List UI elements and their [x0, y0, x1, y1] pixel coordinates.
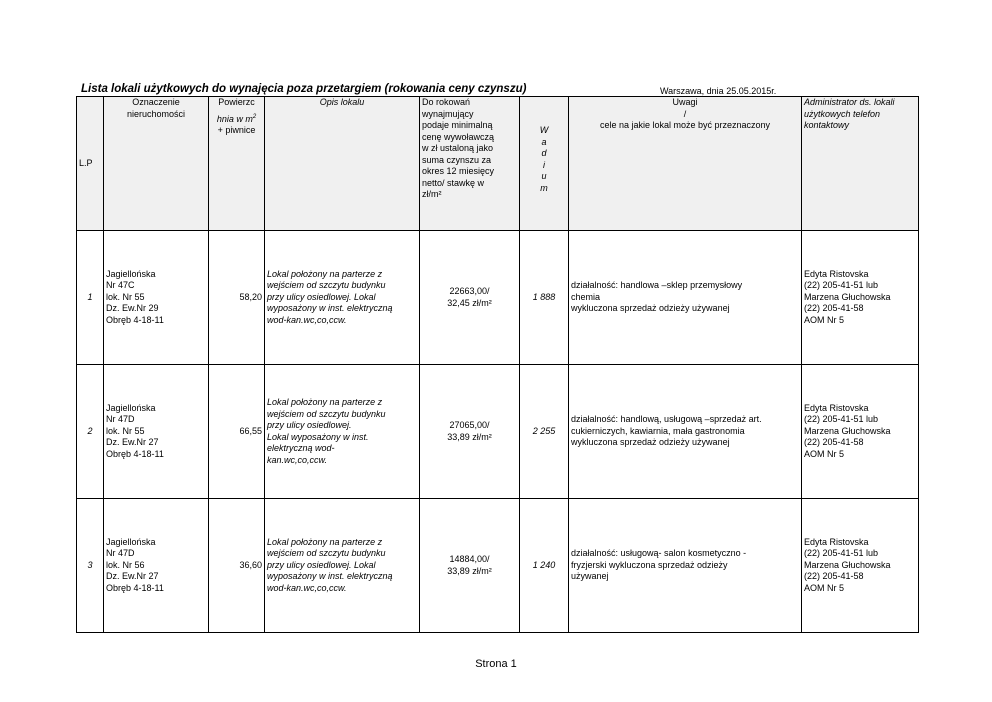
header-wadium-letter: m	[540, 182, 548, 193]
row-opis-line: wejściem od szczytu budynku	[267, 548, 386, 559]
row-oznaczenie-line: Obręb 4-18-11	[106, 582, 164, 593]
row-lp: 2	[77, 365, 104, 499]
page-footer: Strona 1	[475, 658, 517, 670]
row-cena-line: 14884,00/	[449, 554, 490, 564]
row-admin-line: Marzena Głuchowska	[804, 559, 891, 570]
row-opis-line: wejściem od szczytu budynku	[267, 280, 386, 291]
row-admin	[802, 231, 919, 365]
header-admin-line: Administrator ds. lokali	[804, 97, 895, 107]
document-date: Warszawa, dnia 25.05.2015r.	[660, 86, 777, 96]
row-opis-line: wyposażony w inst. elektryczną	[267, 303, 393, 314]
row-uwagi-line: fryzjerski wykluczona sprzedaż odzieży	[571, 559, 728, 570]
row-oznaczenie-line: Dz. Ew.Nr 29	[106, 303, 159, 314]
row-oznaczenie	[104, 231, 209, 365]
header-wadium-letter: u	[541, 171, 547, 181]
row-uwagi-line: chemia	[571, 291, 601, 302]
row-oznaczenie-line: Obręb 4-18-11	[106, 448, 164, 459]
row-opis-line: Lokal położony na parterze z	[267, 268, 383, 279]
header-cena-line: okres 12 miesięcy	[422, 166, 495, 176]
row-uwagi	[569, 231, 802, 365]
row-powierzchnia: 66,55	[209, 365, 265, 499]
row-oznaczenie-line: Obręb 4-18-11	[106, 314, 164, 325]
row-lp: 3	[77, 499, 104, 633]
header-oznaczenie-line: Oznaczenie	[132, 97, 180, 107]
row-opis-line: kan.wc,co,ccw.	[267, 454, 328, 465]
document-title: Lista lokali użytkowych do wynajęcia poza przetargiem (rokowania ceny czynszu)	[81, 83, 527, 95]
row-admin-line: AOM Nr 5	[804, 582, 845, 593]
row-admin-line: Marzena Głuchowska	[804, 291, 891, 302]
row-oznaczenie-line: Jagiellońska	[106, 402, 156, 413]
row-oznaczenie	[104, 365, 209, 499]
row-powierzchnia: 58,20	[209, 231, 265, 365]
row-uwagi-line: wykluczona sprzedaż odzieży używanej	[571, 437, 730, 448]
header-cena-line: zł/m²	[422, 189, 442, 199]
row-opis-line: wod-kan.wc,co,ccw.	[267, 582, 347, 593]
row-admin-line: Edyta Ristovska	[804, 268, 869, 279]
header-powierzchnia-line: Powierzc	[218, 97, 255, 107]
row-admin-line: (22) 205-41-58	[804, 571, 864, 582]
row-opis	[265, 231, 420, 365]
row-uwagi-line: działalność: handlową, usługową –sprzedaż art.	[571, 414, 762, 425]
row-opis-line: Lokal wyposażony w inst.	[267, 431, 369, 442]
header-admin-line: kontaktowy	[804, 120, 850, 130]
row-oznaczenie-line: Dz. Ew.Nr 27	[106, 571, 159, 582]
header-uwagi-line: cele na jakie lokal może być przeznaczony	[599, 120, 771, 130]
row-oznaczenie-line: Dz. Ew.Nr 27	[106, 437, 159, 448]
row-oznaczenie-line: Jagiellońska	[106, 268, 156, 279]
row-oznaczenie-line: Nr 47D	[106, 414, 135, 425]
header-cena-line: cenę wywoławczą	[422, 131, 495, 142]
row-cena	[420, 365, 520, 499]
header-oznaczenie	[104, 97, 209, 231]
row-oznaczenie-line: lok. Nr 55	[106, 291, 145, 302]
row-opis-line: elektryczną wod-	[267, 443, 335, 453]
table-row	[77, 231, 919, 365]
row-opis-line: przy ulicy osiedlowej. Lokal	[267, 559, 376, 570]
row-cena-line: 32,45 zł/m²	[447, 297, 492, 308]
header-wadium-letter: W	[539, 125, 549, 135]
row-admin-line: AOM Nr 5	[804, 448, 845, 459]
row-opis	[265, 499, 420, 633]
row-wadium: 1 240	[520, 499, 569, 633]
header-powierzchnia-sup: 2	[252, 113, 257, 120]
row-oznaczenie-line: Nr 47C	[106, 280, 135, 291]
row-uwagi-line: wykluczona sprzedaż odzieży używanej	[571, 303, 730, 314]
header-lp: L.P	[77, 97, 104, 231]
row-cena	[420, 231, 520, 365]
row-admin-line: Edyta Ristovska	[804, 536, 869, 547]
header-uwagi-line: Uwagi	[672, 97, 698, 107]
row-cena	[420, 499, 520, 633]
header-cena-line: suma czynszu za	[422, 154, 492, 165]
row-admin-line: (22) 205-41-51 lub	[804, 414, 879, 425]
header-admin	[802, 97, 919, 231]
row-oznaczenie-line: Jagiellońska	[106, 536, 156, 547]
row-oznaczenie	[104, 499, 209, 633]
row-opis-line: przy ulicy osiedlowej.	[267, 420, 352, 430]
header-powierzchnia-unit: hnia w m	[216, 113, 253, 124]
row-admin-line: (22) 205-41-58	[804, 437, 864, 448]
row-opis-line: Lokal położony na parterze z	[267, 397, 383, 407]
row-opis-line: wejściem od szczytu budynku	[267, 408, 386, 419]
row-uwagi-line: cukierniczych, kawiarnia, mała gastronomia	[571, 425, 745, 436]
header-cena-line: podaje minimalną	[422, 120, 493, 130]
row-admin-line: (22) 205-41-58	[804, 303, 864, 314]
row-admin-line: Edyta Ristovska	[804, 402, 869, 413]
row-oznaczenie-line: lok. Nr 55	[106, 425, 145, 436]
header-cena-line: wynajmujący	[422, 108, 474, 119]
row-uwagi-line: działalność: usługową- salon kosmetyczno -	[571, 548, 747, 559]
row-opis-line: wyposażony w inst. elektryczną	[267, 571, 393, 582]
premises-table	[76, 96, 919, 633]
row-powierzchnia: 36,60	[209, 499, 265, 633]
row-oznaczenie-line: lok. Nr 56	[106, 559, 145, 570]
row-wadium: 2 255	[520, 365, 569, 499]
row-opis-line: wod-kan.wc,co,ccw.	[267, 314, 347, 325]
row-opis-line: przy ulicy osiedlowej. Lokal	[267, 291, 376, 302]
row-admin	[802, 365, 919, 499]
header-powierzchnia-line: + piwnice	[217, 125, 256, 135]
header-uwagi-line: /	[683, 108, 687, 119]
table-header-row	[77, 97, 919, 231]
row-cena-line: 33,89 zł/m²	[447, 565, 492, 576]
row-admin-line: (22) 205-41-51 lub	[804, 548, 879, 559]
row-admin	[802, 499, 919, 633]
header-cena-line: Do rokowań	[422, 97, 471, 107]
header-oznaczenie-line: nieruchomości	[126, 108, 186, 119]
header-powierzchnia-line	[211, 112, 262, 126]
header-wadium-letter: a	[541, 136, 547, 147]
header-admin-line: użytkowych telefon	[804, 108, 881, 119]
row-admin-line: AOM Nr 5	[804, 314, 845, 325]
row-cena-line: 27065,00/	[449, 420, 490, 430]
table-row	[77, 365, 919, 499]
header-cena-lines	[422, 97, 517, 201]
header-powierzchnia	[209, 97, 265, 231]
row-wadium: 1 888	[520, 231, 569, 365]
header-wadium	[520, 97, 569, 231]
header-wadium-letters	[522, 97, 566, 194]
row-opis	[265, 365, 420, 499]
header-wadium-letter: i	[543, 159, 545, 170]
header-cena	[420, 97, 520, 231]
row-uwagi	[569, 365, 802, 499]
row-uwagi	[569, 499, 802, 633]
row-uwagi-line: działalność: handlowa –sklep przemysłowy	[571, 280, 743, 291]
row-admin-line: Marzena Głuchowska	[804, 425, 891, 436]
header-uwagi	[569, 97, 802, 231]
header-cena-line: netto/ stawkę w	[422, 177, 485, 188]
header-cena-line: w zł ustaloną jako	[422, 143, 494, 153]
table-row	[77, 499, 919, 633]
row-oznaczenie-line: Nr 47D	[106, 548, 135, 559]
row-lp: 1	[77, 231, 104, 365]
header-opis: Opis lokalu	[265, 97, 420, 231]
row-cena-line: 33,89 zł/m²	[447, 431, 492, 442]
row-opis-line: Lokal położony na parterze z	[267, 536, 383, 547]
row-admin-line: (22) 205-41-51 lub	[804, 280, 879, 291]
row-cena-line: 22663,00/	[449, 286, 490, 296]
header-wadium-letter: d	[541, 148, 547, 158]
row-uwagi-line: używanej	[571, 571, 609, 582]
